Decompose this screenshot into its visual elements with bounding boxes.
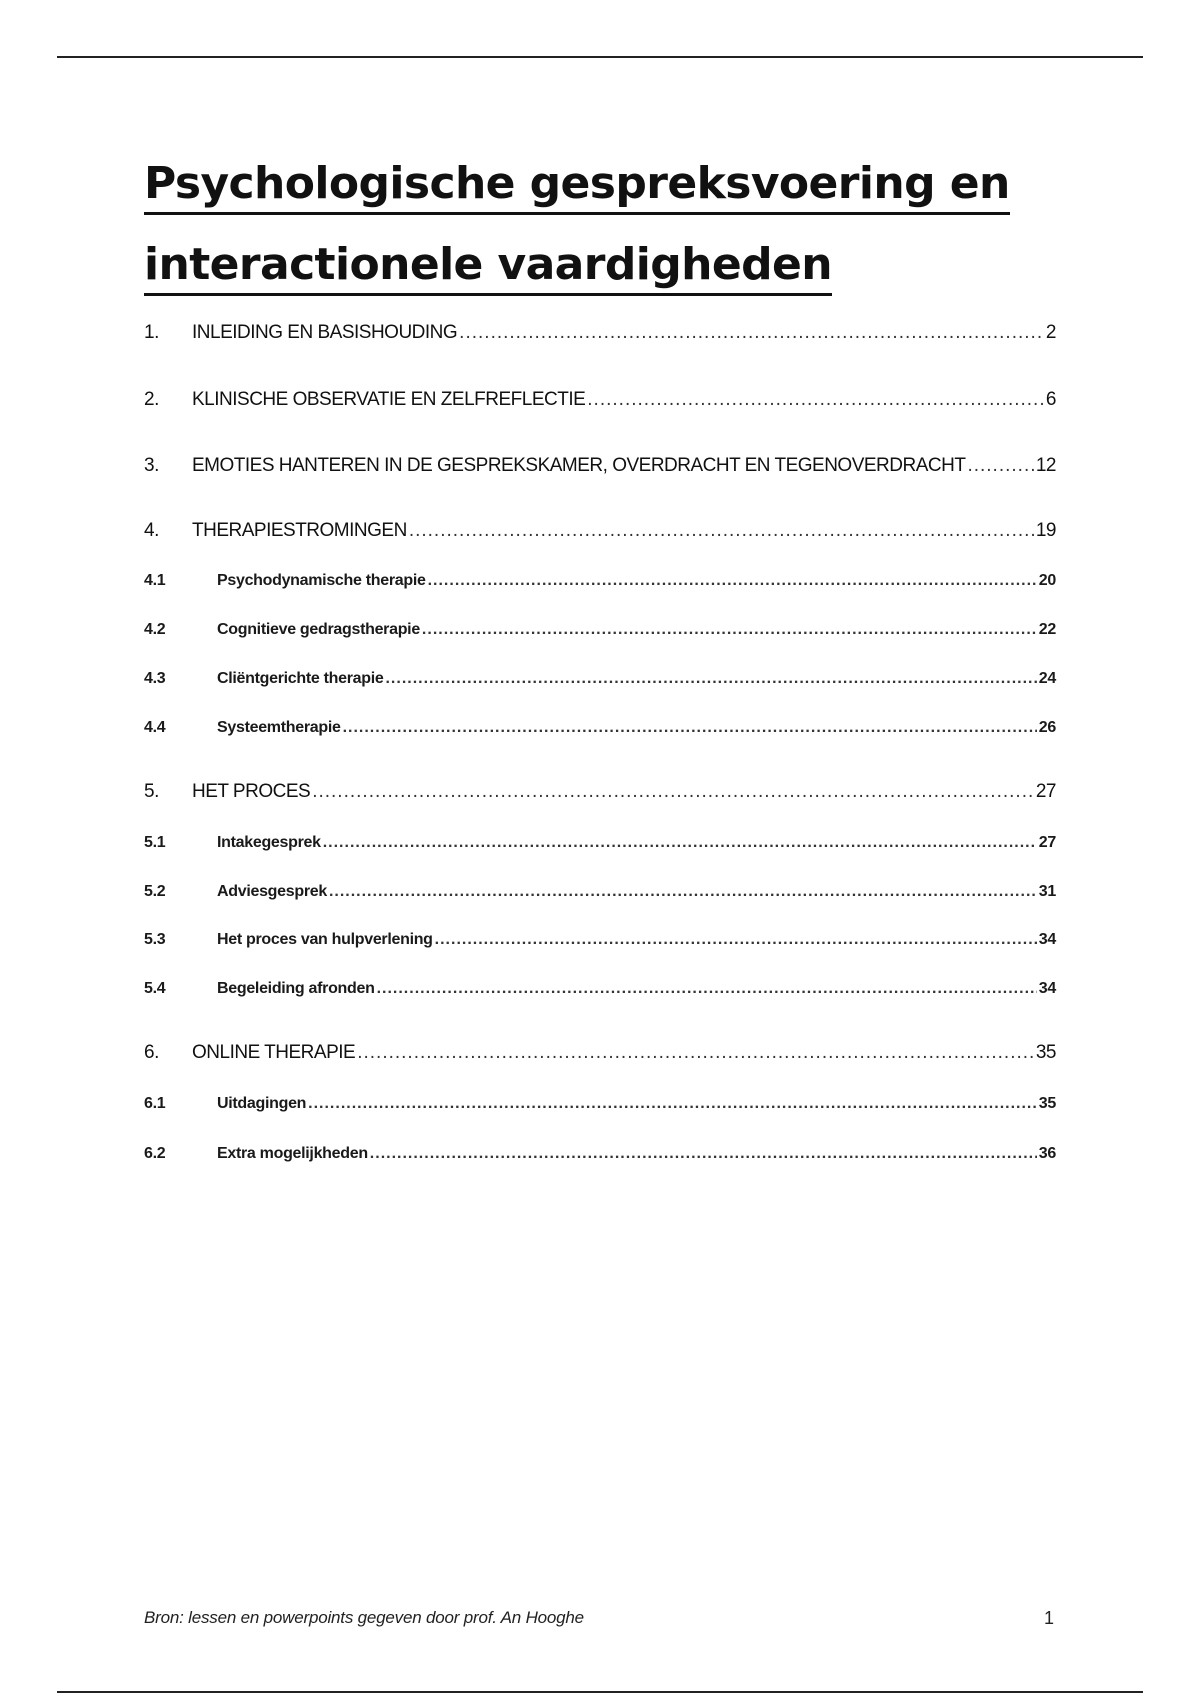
toc-entry-3[interactable] xyxy=(144,455,1056,477)
table-of-contents xyxy=(144,0,1056,1700)
toc-entry-page: 6 xyxy=(1045,389,1056,410)
toc-entry-label: HET PROCES xyxy=(192,781,311,802)
toc-entry-5-3[interactable] xyxy=(144,931,1056,949)
toc-entry-page: 22 xyxy=(1038,621,1056,638)
toc-dot-leader xyxy=(587,389,1044,411)
toc-entry-page: 34 xyxy=(1038,980,1056,997)
toc-entry-number: 5.4 xyxy=(144,980,166,997)
footer-source: Bron: lessen en powerpoints gegeven door prof. An Hooghe xyxy=(144,1608,584,1627)
toc-entry-4-3[interactable] xyxy=(144,670,1056,688)
toc-entry-number: 6. xyxy=(144,1042,159,1063)
toc-dot-leader xyxy=(967,455,1033,477)
toc-entry-number: 4.3 xyxy=(144,670,166,687)
toc-entry-4-4[interactable] xyxy=(144,719,1056,737)
toc-entry-label: Systeemtherapie xyxy=(217,719,341,736)
toc-entry-label: INLEIDING EN BASISHOUDING xyxy=(192,322,458,343)
toc-entry-label: KLINISCHE OBSERVATIE EN ZELFREFLECTIE xyxy=(192,389,586,410)
toc-dot-leader xyxy=(370,1145,1037,1163)
toc-dot-leader xyxy=(329,883,1037,901)
toc-entry-number: 2. xyxy=(144,389,159,410)
toc-entry-page: 19 xyxy=(1035,520,1056,541)
toc-entry-label: Extra mogelijkheden xyxy=(217,1145,368,1162)
toc-entry-4[interactable] xyxy=(144,520,1056,542)
toc-entry-number: 6.1 xyxy=(144,1095,166,1112)
toc-entry-label: Adviesgesprek xyxy=(217,883,327,900)
toc-dot-leader xyxy=(385,670,1036,688)
toc-entry-5[interactable] xyxy=(144,781,1056,803)
toc-entry-4-2[interactable] xyxy=(144,621,1056,639)
toc-entry-6[interactable] xyxy=(144,1042,1056,1064)
toc-entry-label: Psychodynamische therapie xyxy=(217,572,426,589)
toc-entry-label: Begeleiding afronden xyxy=(217,980,375,997)
toc-entry-number: 6.2 xyxy=(144,1145,166,1162)
toc-entry-label: Uitdagingen xyxy=(217,1095,307,1112)
toc-entry-page: 26 xyxy=(1038,719,1056,736)
toc-entry-page: 27 xyxy=(1035,781,1056,802)
toc-dot-leader xyxy=(428,572,1037,590)
title-line-2: interactionele vaardigheden xyxy=(144,237,832,296)
toc-entry-6-2[interactable] xyxy=(144,1145,1056,1163)
toc-entry-page: 2 xyxy=(1045,322,1056,343)
footer-rule xyxy=(57,1691,1143,1693)
toc-dot-leader xyxy=(422,621,1037,639)
toc-entry-4-1[interactable] xyxy=(144,572,1056,590)
toc-dot-leader xyxy=(323,834,1037,852)
toc-entry-number: 3. xyxy=(144,455,159,476)
toc-entry-label: Cliëntgerichte therapie xyxy=(217,670,384,687)
toc-entry-number: 5.3 xyxy=(144,931,166,948)
toc-entry-page: 34 xyxy=(1038,931,1056,948)
toc-entry-page: 24 xyxy=(1038,670,1056,687)
toc-entry-1[interactable] xyxy=(144,322,1056,344)
toc-entry-number: 5.2 xyxy=(144,883,166,900)
toc-dot-leader xyxy=(357,1042,1034,1064)
toc-entry-number: 5.1 xyxy=(144,834,166,851)
toc-entry-number: 4.1 xyxy=(144,572,166,589)
toc-entry-page: 31 xyxy=(1038,883,1056,900)
toc-entry-page: 36 xyxy=(1038,1145,1056,1162)
footer-page-number: 1 xyxy=(1044,1608,1055,1628)
toc-entry-2[interactable] xyxy=(144,389,1056,411)
toc-entry-5-1[interactable] xyxy=(144,834,1056,852)
toc-entry-label: EMOTIES HANTEREN IN DE GESPREKSKAMER, OVERDRACHT EN TEGENOVERDRACHT xyxy=(192,455,966,476)
toc-dot-leader xyxy=(343,719,1037,737)
toc-entry-label: THERAPIESTROMINGEN xyxy=(192,520,407,541)
toc-entry-5-4[interactable] xyxy=(144,980,1056,998)
toc-entry-page: 35 xyxy=(1038,1095,1056,1112)
toc-entry-label: Cognitieve gedragstherapie xyxy=(217,621,420,638)
toc-entry-number: 4.2 xyxy=(144,621,166,638)
toc-entry-6-1[interactable] xyxy=(144,1095,1056,1113)
toc-dot-leader xyxy=(409,520,1034,542)
toc-dot-leader xyxy=(435,931,1037,949)
toc-dot-leader xyxy=(377,980,1037,998)
toc-entry-page: 12 xyxy=(1035,455,1056,476)
toc-entry-number: 1. xyxy=(144,322,159,343)
toc-dot-leader xyxy=(308,1095,1037,1113)
toc-entry-label: Intakegesprek xyxy=(217,834,321,851)
toc-dot-leader xyxy=(459,322,1044,344)
toc-entry-page: 35 xyxy=(1035,1042,1056,1063)
toc-entry-page: 20 xyxy=(1038,572,1056,589)
toc-entry-number: 4.4 xyxy=(144,719,166,736)
toc-entry-number: 5. xyxy=(144,781,159,802)
toc-entry-label: Het proces van hulpverlening xyxy=(217,931,433,948)
toc-entry-label: ONLINE THERAPIE xyxy=(192,1042,356,1063)
toc-entry-page: 27 xyxy=(1038,834,1056,851)
title-line-1: Psychologische gespreksvoering en xyxy=(144,156,1010,215)
toc-entry-5-2[interactable] xyxy=(144,883,1056,901)
toc-dot-leader xyxy=(312,781,1034,803)
toc-entry-number: 4. xyxy=(144,520,159,541)
